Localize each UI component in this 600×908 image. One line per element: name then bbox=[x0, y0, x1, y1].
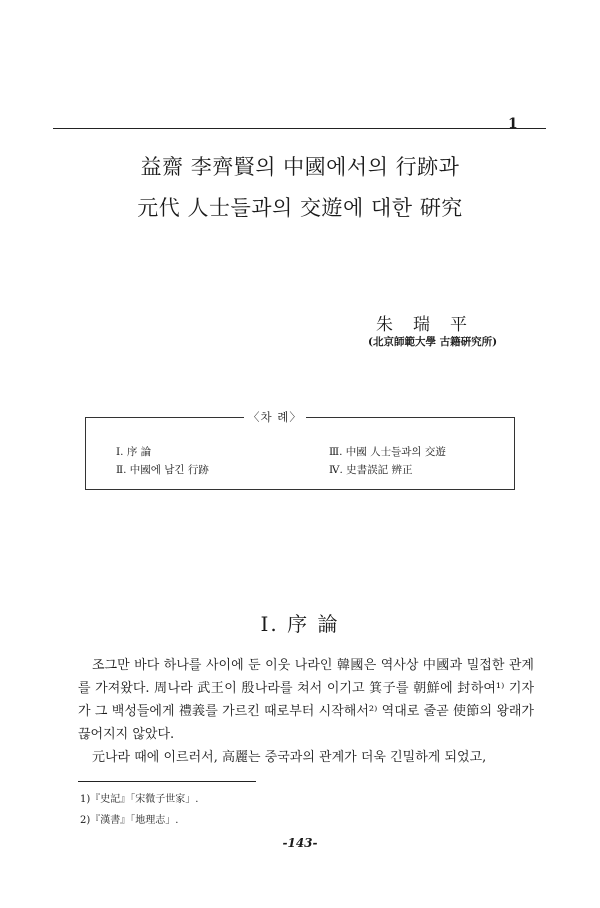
section-heading: Ⅰ. 序 論 bbox=[260, 612, 340, 636]
toc-title: 〈차 례〉 bbox=[244, 409, 306, 425]
toc-item-traces: Ⅱ. 中國에 남긴 行跡 bbox=[116, 464, 209, 476]
toc-item-corrections: Ⅳ. 史書誤記 辨正 bbox=[329, 464, 413, 476]
footnote-rule bbox=[78, 781, 256, 782]
footnote-2: 2)『漢書』「地理志」. bbox=[80, 815, 179, 826]
header-page-number: 1 bbox=[508, 116, 518, 132]
author-name: 朱瑞平 bbox=[376, 315, 487, 335]
article-title-line-2: 元代 人士들과의 交遊에 대한 硏究 bbox=[137, 196, 463, 220]
footer-page-number: -143- bbox=[282, 836, 318, 850]
footnote-1: 1)『史記』「宋微子世家」. bbox=[80, 794, 199, 805]
body-text bbox=[78, 654, 534, 769]
header-rule bbox=[53, 128, 546, 129]
paragraph: 조그만 바다 하나를 사이에 둔 이웃 나라인 韓國은 역사상 中國과 밀접한 관계를 가져왔다. 周나라 武王이 殷나라를 쳐서 이기고 箕子를 朝鮮에 封하여¹⁾ 기자가 그 백성들에게 禮義를 가르킨 때로부터 시작해서²⁾ 역대로 줄곧 使節의 왕래가 끊어지지 않았다. bbox=[78, 658, 534, 742]
toc-item-exchanges: Ⅲ. 中國 人士들과의 交遊 bbox=[329, 446, 446, 458]
toc-item-introduction: Ⅰ. 序 論 bbox=[116, 446, 152, 458]
author-affiliation: (北京師範大學 古籍硏究所) bbox=[368, 336, 498, 348]
article-title-line-1: 益齋 李齊賢의 中國에서의 行跡과 bbox=[140, 155, 460, 179]
paragraph: 元나라 때에 이르러서, 高麗는 중국과의 관계가 더욱 긴밀하게 되었고, bbox=[92, 750, 487, 765]
